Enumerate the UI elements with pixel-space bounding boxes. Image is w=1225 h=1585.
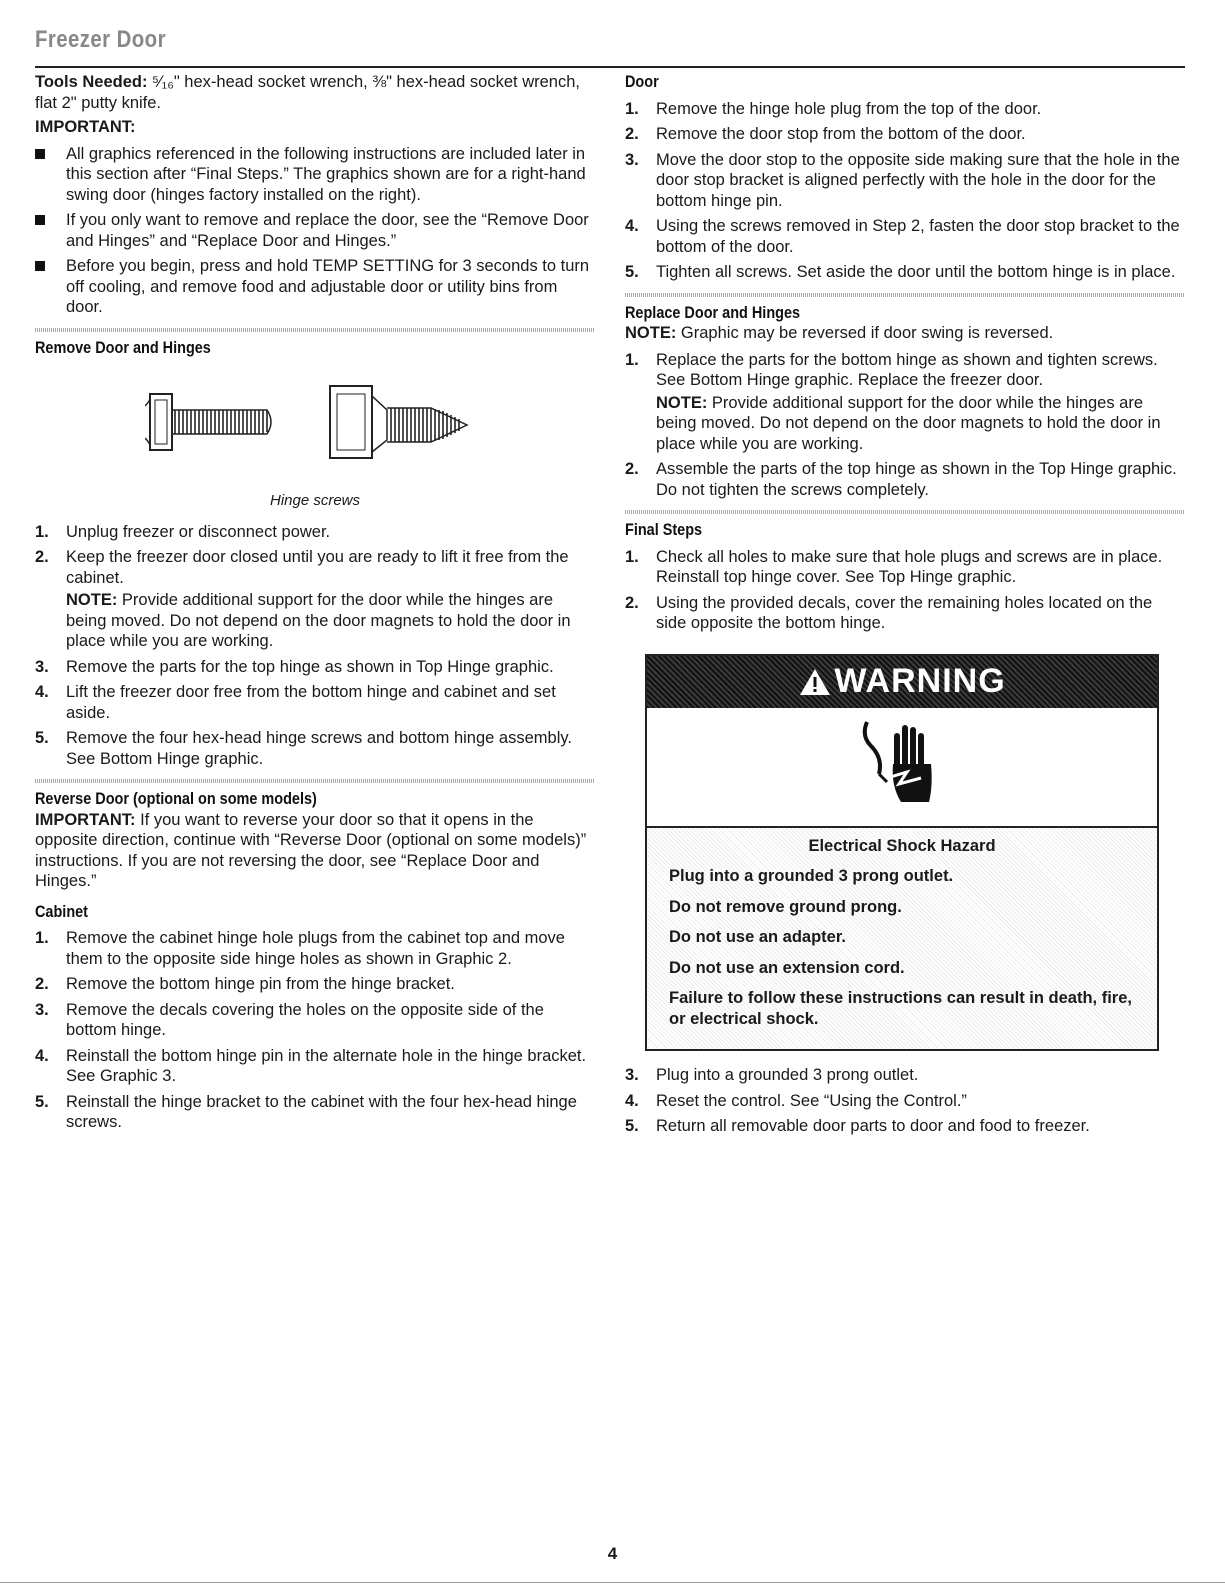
electrical-shock-icon [857, 716, 947, 816]
section-heading-replace: Replace Door and Hinges [625, 302, 801, 322]
warning-triangle-icon [798, 667, 832, 697]
section-heading-final: Final Steps [625, 520, 703, 539]
list-item: All graphics referenced in the following instructions are included later in this section after “Final Steps.” The graphics shown are for a right-hand swing door (hinges factory installed on the right). [35, 144, 595, 206]
step-item: 1. Unplug freezer or disconnect power. [35, 522, 331, 541]
step-item: 4. Lift the freezer door free from the bottom hinge and cabinet and set aside. [35, 683, 556, 722]
tools-text: ⁵⁄₁₆" hex-head socket wrench, ⅜" hex-head socket wrench, flat 2" putty knife. [35, 73, 580, 112]
warning-line: Do not use an adapter. [669, 928, 846, 946]
bullet-icon [35, 215, 45, 225]
step-item: 4. Using the screws removed in Step 2, fasten the door stop bracket to the bottom of the door. [625, 217, 1180, 256]
list-item: Before you begin, press and hold TEMP SETTING for 3 seconds to turn off cooling, and remove food and adjustable door or utility bins from door. [35, 256, 595, 318]
section-separator [625, 510, 1185, 514]
reverse-important: IMPORTANT: If you want to reverse your door so that it opens in the opposite direction, continue with “Reverse Door (optional on some models)” instructions. If you are not reversing the door, see “Replace Door and Hinges.” [35, 810, 587, 890]
list-item: If you only want to remove and replace the door, see the “Remove Door and Hinges” and “Replace Door and Hinges.” [35, 210, 595, 251]
page-number: 4 [607, 1544, 618, 1563]
section-heading-door: Door [625, 72, 659, 91]
hazard-title: Electrical Shock Hazard [808, 836, 996, 855]
section-separator [35, 328, 595, 332]
step-item: 1. Remove the cabinet hinge hole plugs from the cabinet top and move them to the opposite side hinge holes as shown in Graphic 2. [35, 929, 565, 968]
step-item: 2. Using the provided decals, cover the remaining holes located on the side opposite the bottom hinge. [625, 593, 1153, 632]
warning-line: Do not remove ground prong. [669, 897, 902, 916]
step-item: 3. Plug into a grounded 3 prong outlet. [625, 1066, 919, 1084]
page-title: Freezer Door [35, 26, 166, 53]
step-item: 2. Keep the freezer door closed until you are ready to lift it free from the cabinet. NOTE: Provide additional support for the door while the hinges are being moved. Do not depend on the door magnets to hold the door in place while you are working. [35, 547, 595, 652]
step-item: 1. Remove the hinge hole plug from the top of the door. [625, 99, 1042, 118]
warning-box [645, 654, 1159, 1052]
warning-line: Plug into a grounded 3 prong outlet. [669, 867, 954, 885]
bullet-icon [35, 261, 45, 271]
step-item: 5. Remove the four hex-head hinge screws and bottom hinge assembly. See Bottom Hinge graphic. [35, 729, 572, 768]
bottom-rule [0, 1582, 1225, 1583]
right-column [625, 72, 1185, 1142]
step-note: NOTE: Provide additional support for the door while the hinges are being moved. Do not depend on the door magnets to hold the door in place while you are working. [656, 393, 1161, 453]
step-item: 5. Tighten all screws. Set aside the door until the bottom hinge is in place. [625, 263, 1176, 281]
left-column [35, 72, 595, 1138]
step-item: 1. Check all holes to make sure that hole plugs and screws are in place. Reinstall top hinge cover. See Top Hinge graphic. [625, 547, 1163, 586]
step-item: 5. Return all removable door parts to door and food to freezer. [625, 1117, 1090, 1135]
figure-caption: Hinge screws [269, 492, 361, 509]
section-heading-remove: Remove Door and Hinges [35, 337, 211, 357]
cabinet-steps [35, 928, 595, 1133]
hinge-screw-icon [325, 380, 495, 470]
warning-header [647, 656, 1157, 708]
remove-steps [35, 522, 595, 770]
step-item: 2. Remove the door stop from the bottom of the door. [625, 125, 1026, 143]
step-item: 3. Remove the decals covering the holes on the opposite side of the bottom hinge. [35, 1000, 544, 1039]
replace-note: NOTE: Graphic may be reversed if door swing is reversed. [625, 324, 1054, 342]
important-label: IMPORTANT: [35, 118, 136, 136]
tools-label: Tools Needed: [35, 73, 148, 91]
door-steps [625, 99, 1185, 283]
section-separator [35, 779, 595, 783]
step-note: NOTE: Provide additional support for the door while the hinges are being moved. Do not depend on the door magnets to hold the door in place while you are working. [66, 591, 571, 650]
hinge-screw-icon [145, 386, 305, 466]
warning-title: WARNING [834, 662, 1006, 701]
final-steps [625, 547, 1185, 634]
section-heading-cabinet: Cabinet [35, 901, 88, 921]
warning-line: Do not use an extension cord. [669, 958, 905, 977]
after-warning-steps [625, 1065, 1185, 1137]
step-item: 4. Reset the control. See “Using the Control.” [625, 1091, 967, 1110]
important-list [35, 144, 595, 318]
step-item: 5. Reinstall the hinge bracket to the cabinet with the four hex-head hinge screws. [35, 1092, 577, 1131]
section-separator [625, 293, 1185, 297]
warning-line: Failure to follow these instructions can result in death, fire, or electrical shock. [669, 989, 1132, 1028]
replace-steps [625, 350, 1185, 501]
tools-needed [35, 72, 595, 113]
step-item: 2. Assemble the parts of the top hinge as shown in the Top Hinge graphic. Do not tighten the screws completely. [625, 460, 1177, 499]
warning-icon-area [647, 708, 1157, 828]
warning-body [647, 828, 1157, 1050]
step-item: 3. Remove the parts for the top hinge as shown in Top Hinge graphic. [35, 657, 554, 676]
hinge-screws-figure [35, 358, 595, 493]
bullet-icon [35, 149, 45, 159]
section-heading-reverse: Reverse Door (optional on some models) [35, 789, 317, 808]
step-item: 4. Reinstall the bottom hinge pin in the alternate hole in the hinge bracket. See Graphic 3. [35, 1046, 587, 1085]
title-rule [35, 66, 1185, 68]
step-item: 3. Move the door stop to the opposite side making sure that the hole in the door stop bracket is aligned perfectly with the hole in the door for the bottom hinge pin. [625, 150, 1180, 210]
step-item: 2. Remove the bottom hinge pin from the hinge bracket. [35, 975, 455, 993]
step-item: 1. Replace the parts for the bottom hinge as shown and tighten screws. See Bottom Hinge graphic. Replace the freezer door. NOTE: Provide additional support for the door while the hinges are being moved. Do not depend on the door magnets to hold the door in place while you are working. [625, 350, 1185, 455]
